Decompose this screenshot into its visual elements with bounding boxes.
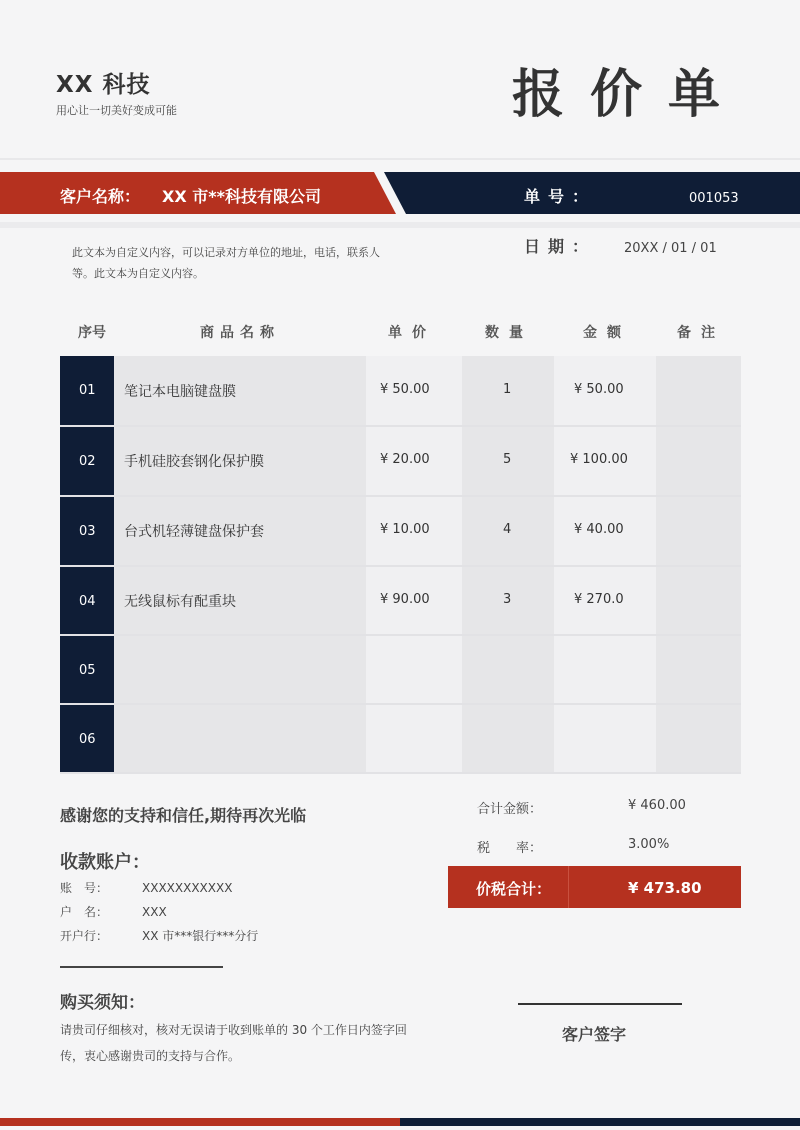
row-unit-price: ¥ 10.00 xyxy=(380,522,430,537)
bottom-accent-navy xyxy=(400,1118,800,1126)
client-name-label: 客户名称： xyxy=(60,187,141,206)
header-name: 商品名称 xyxy=(200,325,280,341)
section-divider xyxy=(60,966,223,968)
row-divider xyxy=(60,565,741,567)
client-description: 此文本为自定义内容，可以记录对方单位的地址，电话，联系人等。此文本为自定义内容。 xyxy=(72,246,380,280)
notice-text: 请贵司仔细核对，核对无误请于收到账单的 30 个工作日内签字回传，衷心感谢贵司的支持与合作。 xyxy=(60,1023,407,1063)
date-value: 20XX / 01 / 01 xyxy=(624,241,717,256)
quote-table xyxy=(60,356,741,774)
account-name-value: XXX xyxy=(142,905,167,919)
header-note: 备注 xyxy=(677,325,725,341)
row-divider xyxy=(60,425,741,427)
thank-you-message: 感谢您的支持和信任,期待再次光临 xyxy=(60,806,307,825)
quote-number-value: 001053 xyxy=(689,191,739,206)
notice-title: 购买须知： xyxy=(60,993,145,1013)
row-product-name: 台式机轻薄键盘保护套 xyxy=(124,524,264,540)
account-number-label: 账 号： xyxy=(60,881,109,895)
header-qty: 数量 xyxy=(485,325,533,341)
client-name-value: XX 市**科技有限公司 xyxy=(162,187,321,206)
header-amount: 金额 xyxy=(583,325,631,341)
row-amount: ¥ 40.00 xyxy=(574,522,624,537)
bottom-accent-red xyxy=(0,1118,400,1126)
row-quantity: 4 xyxy=(503,522,512,537)
row-quantity: 5 xyxy=(503,452,512,467)
account-number-value: XXXXXXXXXXX xyxy=(142,881,233,895)
header-index: 序号 xyxy=(78,325,106,341)
document-title: 报价单 xyxy=(512,65,747,125)
signature-label: 客户签字 xyxy=(562,1025,627,1044)
total-with-tax-label: 价税合计： xyxy=(476,880,552,898)
account-name-row xyxy=(60,903,167,920)
tax-rate-value: 3.00% xyxy=(628,837,670,852)
date-label: 日期： xyxy=(524,237,597,256)
row-unit-price: ¥ 20.00 xyxy=(380,452,430,467)
account-bank-row xyxy=(60,927,258,944)
row-product-name: 笔记本电脑键盘膜 xyxy=(124,384,236,400)
row-index: 02 xyxy=(79,454,96,469)
company-name: XX 科技 xyxy=(56,72,151,98)
row-amount: ¥ 50.00 xyxy=(574,382,624,397)
row-amount: ¥ 270.0 xyxy=(574,592,624,607)
row-product-name: 无线鼠标有配重块 xyxy=(124,594,236,610)
account-number-row xyxy=(60,879,232,896)
banner-bottom-divider xyxy=(0,222,800,228)
row-index: 06 xyxy=(79,732,96,747)
row-quantity: 3 xyxy=(503,592,512,607)
row-index: 03 xyxy=(79,524,96,539)
header-price: 单价 xyxy=(388,325,436,341)
row-unit-price: ¥ 50.00 xyxy=(380,382,430,397)
account-section-title: 收款账户： xyxy=(60,852,150,873)
row-divider xyxy=(60,703,741,705)
row-amount: ¥ 100.00 xyxy=(570,452,628,467)
quote-number-label: 单号： xyxy=(524,187,597,206)
row-divider xyxy=(60,634,741,636)
row-product-name: 手机硅胶套钢化保护膜 xyxy=(124,454,264,470)
row-index: 05 xyxy=(79,663,96,678)
banner-top-divider xyxy=(0,158,800,160)
account-name-label: 户 名： xyxy=(60,905,109,919)
tax-rate-label: 税 率： xyxy=(477,841,543,856)
signature-line xyxy=(518,1003,682,1005)
row-divider xyxy=(60,772,741,774)
row-divider xyxy=(60,495,741,497)
account-bank-label: 开户行： xyxy=(60,929,109,943)
subtotal-value: ¥ 460.00 xyxy=(628,798,686,813)
row-index: 01 xyxy=(79,383,96,398)
total-with-tax-value: ¥ 473.80 xyxy=(628,879,702,897)
row-quantity: 1 xyxy=(503,382,512,397)
account-bank-value: XX 市***银行***分行 xyxy=(142,929,259,943)
subtotal-label: 合计金额： xyxy=(477,802,543,817)
row-index: 04 xyxy=(79,594,96,609)
total-bar-divider xyxy=(568,866,569,908)
company-slogan: 用心让一切美好变成可能 xyxy=(56,104,177,117)
row-unit-price: ¥ 90.00 xyxy=(380,592,430,607)
